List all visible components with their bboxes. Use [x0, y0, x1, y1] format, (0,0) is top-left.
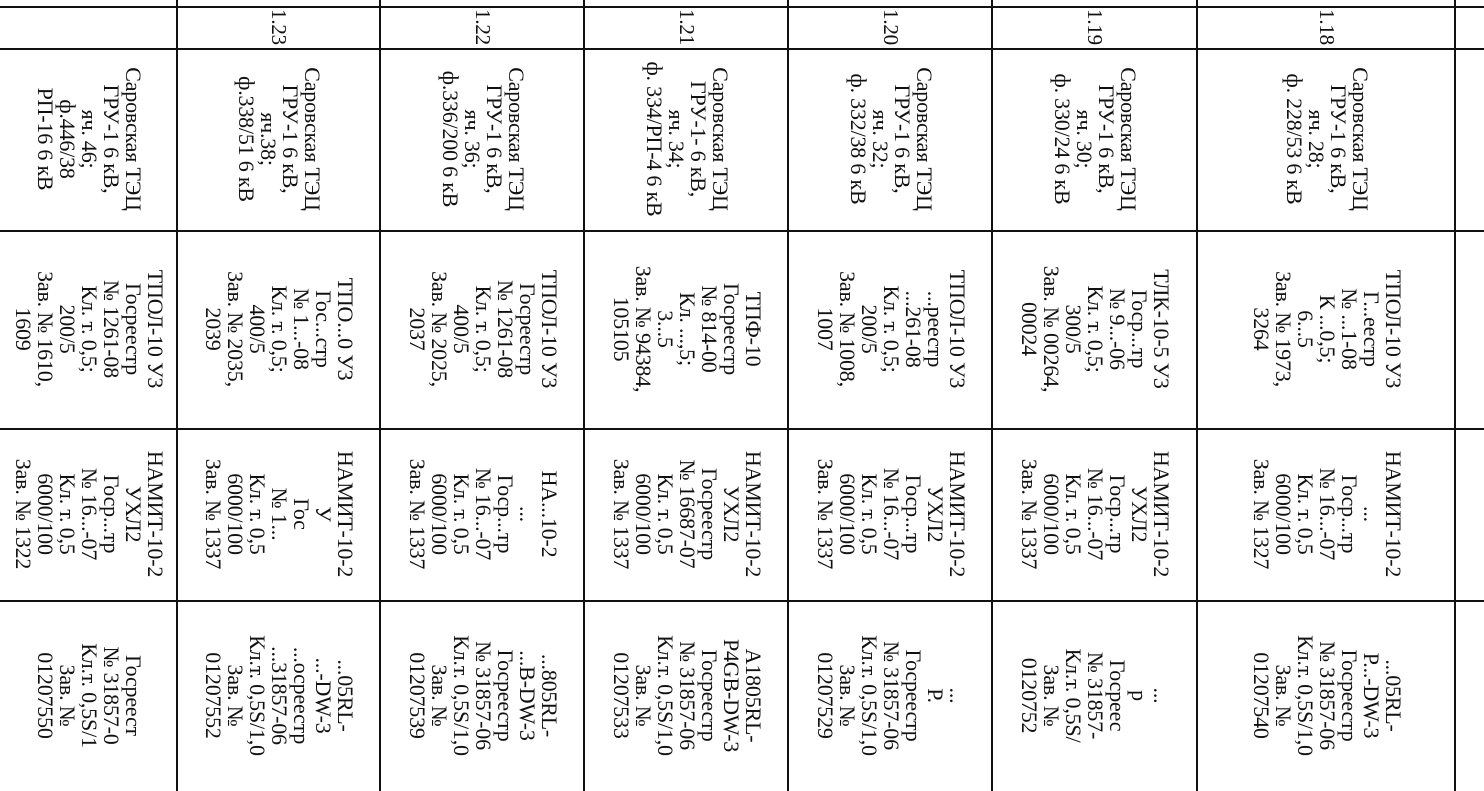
cell-line: Кл. т. 0,5 — [653, 473, 678, 555]
cell-line: яч. 30; — [1072, 109, 1098, 169]
cell-line: 6000/100 — [33, 473, 58, 555]
cell-line: Госр...тр — [1337, 474, 1362, 554]
cell-line: Зав. № 2035, — [223, 271, 249, 387]
column-divider — [0, 600, 1484, 602]
cell-line: У — [311, 506, 337, 522]
cell-line: Зав. № — [835, 664, 860, 727]
cell-line: 105105 — [609, 296, 634, 362]
cell-line: ф. 228/53 6 кВ — [1282, 73, 1307, 205]
cell-line: 01207533 — [609, 652, 634, 739]
cell-line: Госр...тр — [1105, 474, 1131, 554]
cell-vt — [1198, 428, 1456, 600]
cell-line: 6000/100 — [1039, 473, 1065, 555]
cell-line: Зав. № 1337 — [813, 458, 838, 570]
cell-line: Кл. т. 0,5; — [1083, 285, 1109, 373]
cell-vt — [993, 428, 1198, 600]
cell-line: № 16...-07 — [471, 467, 496, 561]
cell-line: № 31857- — [1083, 651, 1109, 740]
cell-line: Зав. № — [1271, 664, 1296, 727]
cell-substation — [178, 48, 381, 230]
cell-substation — [993, 48, 1198, 230]
cell-line: ... — [515, 506, 540, 522]
cell-line: Госреестр — [901, 649, 926, 742]
cell-line: № 16...-07 — [1083, 467, 1109, 561]
cell-line: 6000/100 — [631, 473, 656, 555]
cell-line: 1.19 — [1083, 9, 1108, 45]
row-divider — [991, 0, 993, 791]
cell-ct — [178, 230, 381, 428]
column-divider — [0, 6, 1484, 8]
cell-line: Госреестр — [1337, 649, 1362, 742]
cell-num — [381, 6, 585, 48]
cell-line: Зав. № 2025, — [427, 271, 452, 387]
cell-line: Саровская ТЭЦ — [504, 67, 529, 211]
header-divider — [1454, 0, 1456, 791]
cell-num — [585, 6, 789, 48]
row-divider — [583, 0, 585, 791]
cell-line: 1.18 — [1315, 9, 1339, 45]
cell-line: Госр...тр — [493, 474, 518, 554]
cell-line: ГРУ-1- 6 кВ, — [686, 80, 711, 198]
cell-line: ГРУ-1 6 кВ, — [99, 84, 124, 194]
cell-line: Р. — [923, 688, 948, 703]
table-row — [585, 0, 789, 791]
cell-line: 01207550 — [33, 652, 58, 739]
cell-line: Госреестр — [697, 649, 722, 742]
cell-line: УХЛ2 — [719, 485, 744, 543]
cell-line: ГРУ-1 6 кВ, — [1094, 84, 1120, 194]
cell-line: Кл. т. 0,5 — [1293, 473, 1318, 555]
cell-line: Зав. № 1337 — [201, 458, 227, 570]
cell-line: № 1261-08 — [99, 279, 124, 379]
cell-line: Кл.т. 0,5S/1,0 — [1293, 635, 1318, 756]
cell-line: яч. 28; — [1304, 109, 1329, 169]
cell-line: НА...10-2 — [537, 470, 562, 558]
cell-line: ...реестр — [923, 290, 948, 368]
cell-line: 0120752 — [1017, 657, 1043, 734]
cell-num — [178, 6, 381, 48]
cell-line: P4GB-DW-3 — [719, 638, 744, 753]
cell-line: Госреестр — [719, 282, 744, 376]
cell-line: ГРУ-1 6 кВ, — [890, 84, 915, 194]
column-number-3 — [1456, 230, 1484, 428]
cell-vt — [585, 428, 789, 600]
cell-num — [993, 6, 1198, 48]
cell-line: А1805RL- — [741, 648, 766, 743]
cell-line: РП-16 6 кВ — [33, 87, 58, 191]
row-divider — [1196, 0, 1198, 791]
cell-line: Кл. т. 0,5; — [879, 285, 904, 373]
cell-line: НАМИТ-10-2 — [143, 450, 168, 578]
cell-line: № 31857-0 — [99, 646, 124, 745]
cell-line: ГРУ-1 6 кВ, — [482, 84, 507, 194]
cell-line: Госреестр — [697, 467, 722, 561]
cell-line: ...-DW-3 — [311, 657, 337, 734]
cell-substation — [1198, 48, 1456, 230]
cell-line: ...осреестр — [289, 646, 315, 745]
cell-line: Зав. № 1337 — [609, 458, 634, 570]
row-divider — [787, 0, 789, 791]
cell-line: 6000/100 — [1271, 473, 1296, 555]
cell-line: Зав. № — [1039, 664, 1065, 727]
cell-vt — [178, 428, 381, 600]
cell-line: яч. 36; — [460, 109, 485, 169]
cell-line: Кл. ...,5; — [675, 292, 700, 366]
cell-ct — [789, 230, 993, 428]
table-row — [0, 0, 178, 791]
cell-line: Гос — [289, 498, 315, 530]
cell-line: Гос...стр — [311, 290, 337, 368]
cell-line: Зав. № 00264, — [1039, 265, 1065, 393]
cell-line: № 1... — [267, 487, 293, 541]
column-divider — [0, 428, 1484, 430]
cell-line: Кл. т. 0,5; — [267, 285, 293, 373]
cell-line: № 16...-07 — [77, 467, 102, 561]
cell-line: ...261-08 — [901, 290, 926, 368]
cell-line: яч.38; — [256, 112, 282, 166]
cell-ct — [381, 230, 585, 428]
cell-line: Кл. т. 0,5 — [857, 473, 882, 555]
table-row — [178, 0, 381, 791]
cell-line: Госреестр — [493, 649, 518, 742]
cell-ct — [1198, 230, 1456, 428]
cell-line: Саровская ТЭЦ — [1348, 67, 1373, 211]
cell-line: Госр...тр — [99, 474, 124, 554]
cell-line: Кл.т. 0,5S/1,0 — [653, 635, 678, 756]
cell-line: 200/5 — [55, 304, 80, 354]
cell-line: 3264 — [1249, 307, 1274, 351]
cell-line: 3...5 — [653, 310, 678, 348]
cell-line: Кл.т. 0,5S/1,0 — [857, 635, 882, 756]
cell-ct — [993, 230, 1198, 428]
column-number-1 — [1456, 6, 1484, 48]
cell-line: Саровская ТЭЦ — [300, 67, 326, 211]
column-divider — [0, 48, 1484, 50]
cell-line: ТПОЛ-10 У3 — [945, 269, 970, 389]
column-divider — [0, 230, 1484, 232]
cell-line: 2037 — [405, 307, 430, 351]
column-number-strip — [1456, 0, 1484, 791]
cell-line: № 31857-06 — [471, 641, 496, 750]
cell-line: ГРУ-1 6 кВ, — [278, 84, 304, 194]
cell-line: 1.22 — [471, 9, 495, 45]
cell-line: Саровская ТЭЦ — [121, 67, 146, 211]
cell-line: Кл.т. 0,5S/ — [1061, 648, 1087, 743]
row-divider — [379, 0, 381, 791]
cell-line: № 814-00 — [697, 285, 722, 373]
cell-line: ... — [945, 687, 970, 704]
row-divider — [176, 0, 178, 791]
cell-line: 200/5 — [857, 304, 882, 354]
cell-line: ...05RL- — [333, 659, 359, 732]
cell-line: Кл. т. 0,5 — [449, 473, 474, 555]
cell-line: Кл. т. 0,5; — [471, 285, 496, 373]
cell-meter — [993, 600, 1198, 791]
cell-line: Зав. № — [427, 664, 452, 727]
cell-line: Госреест — [121, 655, 146, 736]
cell-num — [1198, 6, 1456, 48]
cell-line: 6...5 — [1293, 310, 1318, 348]
cell-line: ТПФ-10 — [741, 291, 766, 367]
cell-line: № 16687-07 — [675, 459, 700, 569]
cell-line: Кл. т. 0,5 — [55, 473, 80, 555]
cell-line: Зав. № 1337 — [1017, 458, 1043, 570]
cell-line: Кл.т. 0,5S/1,0 — [449, 635, 474, 756]
cell-line: Зав. № 1973, — [1271, 271, 1296, 387]
cell-line: УХЛ2 — [121, 485, 146, 543]
cell-line: НАМИТ-10-2 — [945, 450, 970, 578]
cell-line: яч. 32; — [868, 109, 893, 169]
cell-vt — [789, 428, 993, 600]
cell-line: ТПО...0 У3 — [333, 277, 359, 381]
cell-line: 01207539 — [405, 652, 430, 739]
cell-meter — [789, 600, 993, 791]
cell-line: 300/5 — [1061, 304, 1087, 354]
cell-line: Кл.т. 0,5S/1 — [77, 643, 102, 748]
cell-line: Зав. № 1008, — [835, 271, 860, 387]
cell-meter — [0, 600, 178, 791]
cell-line: 6000/100 — [427, 473, 452, 555]
cell-line: 01207552 — [201, 652, 227, 739]
cell-meter — [178, 600, 381, 791]
cell-line: Зав. № 1322 — [11, 458, 36, 570]
cell-substation — [0, 48, 178, 230]
cell-line: ТПОЛ-10 У3 — [1381, 269, 1406, 389]
cell-line: 6000/100 — [835, 473, 860, 555]
cell-line: Зав. № — [223, 664, 249, 727]
cell-line: ... — [1359, 506, 1384, 522]
cell-line: р — [1127, 690, 1153, 701]
cell-line: Зав. № — [631, 664, 656, 727]
cell-line: 1.21 — [675, 9, 699, 45]
cell-line: 400/5 — [449, 304, 474, 354]
cell-meter — [381, 600, 585, 791]
cell-line: № 31857-06 — [675, 641, 700, 750]
table-row — [1198, 0, 1456, 791]
cell-line: Кл.т. 0,5S/1,0 — [245, 635, 271, 756]
cell-substation — [585, 48, 789, 230]
cell-line: 1.20 — [879, 9, 903, 45]
cell-meter — [1198, 600, 1456, 791]
cell-line: УХЛ2 — [923, 485, 948, 543]
cell-line: № 16...-07 — [1315, 467, 1340, 561]
cell-line: Госреестр — [515, 282, 540, 376]
cell-line: № 1261-08 — [493, 279, 518, 379]
cell-line: НАМИТ-10-2 — [1381, 450, 1406, 578]
cell-line: яч. 46; — [77, 109, 102, 169]
cell-line: УХЛ2 — [1127, 485, 1153, 543]
cell-line: Госреес — [1105, 659, 1131, 732]
cell-line: № 31857-06 — [1315, 641, 1340, 750]
table-row — [789, 0, 993, 791]
column-number-2 — [1456, 48, 1484, 230]
cell-line: Госр...тр — [901, 474, 926, 554]
cell-line: № 16...-07 — [879, 467, 904, 561]
cell-line: 6000/100 — [223, 473, 249, 555]
column-number-5 — [1456, 600, 1484, 791]
cell-ct — [585, 230, 789, 428]
cell-line: № ...1-08 — [1337, 288, 1362, 370]
cell-meter — [585, 600, 789, 791]
cell-line: 01207540 — [1249, 652, 1274, 739]
cell-line: Г...еестр — [1359, 291, 1384, 367]
table-row — [993, 0, 1198, 791]
cell-line: Госреестр — [121, 282, 146, 376]
cell-line: ТПОЛ-10 У3 — [143, 269, 168, 389]
cell-vt — [381, 428, 585, 600]
cell-line: ...В-DW-3 — [515, 650, 540, 741]
cell-line: Зав. № 94384, — [631, 265, 656, 393]
cell-line: Зав. № — [55, 664, 80, 727]
cell-line: ф. 332/38 6 кВ — [846, 73, 871, 205]
cell-line: ...805RL- — [537, 653, 562, 738]
cell-line: ф. 334/РП-4 6 кВ — [642, 61, 667, 217]
table-row — [381, 0, 585, 791]
cell-line: № 9...-06 — [1105, 288, 1131, 370]
cell-substation — [381, 48, 585, 230]
cell-line: ф.446/38 — [55, 99, 80, 179]
cell-line: № 31857-06 — [879, 641, 904, 750]
cell-line: Саровская ТЭЦ — [1116, 67, 1142, 211]
cell-line: Госр...тр — [1127, 289, 1153, 369]
cell-line: НАМИТ-10-2 — [333, 450, 359, 578]
cell-line: 01207529 — [813, 652, 838, 739]
cell-line: 1007 — [813, 307, 838, 351]
cell-line: ф. 330/24 6 кВ — [1050, 73, 1076, 205]
cell-line: ...05RL- — [1381, 659, 1406, 732]
cell-line: 1609 — [11, 307, 36, 351]
cell-line: 00024 — [1017, 301, 1043, 356]
cell-line: 400/5 — [245, 304, 271, 354]
cell-line: ГРУ-1 6 кВ, — [1326, 84, 1351, 194]
cell-line: ф.336/200 6 кВ — [438, 70, 463, 208]
cell-ct — [0, 230, 178, 428]
cell-line: яч. 34; — [664, 109, 689, 169]
cell-line: Зав. № 1327 — [1249, 458, 1274, 570]
cell-line: ...31857-06 — [267, 646, 293, 745]
cell-line: Саровская ТЭЦ — [708, 67, 733, 211]
cell-line: НАМИТ-10-2 — [1149, 450, 1175, 578]
cell-line: ТПОЛ-10 У3 — [537, 269, 562, 389]
cell-line: Зав. № 1610, — [33, 271, 58, 387]
cell-vt — [0, 428, 178, 600]
cell-line: 2039 — [201, 307, 227, 351]
cell-line: К ...0,5; — [1315, 294, 1340, 364]
cell-substation — [789, 48, 993, 230]
cell-line: 1.23 — [267, 9, 292, 45]
cell-line: ф.338/51 6 кВ — [234, 76, 260, 202]
cell-line: Саровская ТЭЦ — [912, 67, 937, 211]
cell-line: № 1...-08 — [289, 288, 315, 370]
cell-line: P...-DW-3 — [1359, 652, 1384, 739]
cell-line: Кл. т. 0,5 — [1061, 473, 1087, 555]
cell-num — [789, 6, 993, 48]
cell-line: ТЛК-10-5 У3 — [1149, 269, 1175, 389]
cell-line: Зав. № 1337 — [405, 458, 430, 570]
cell-line: Кл. т. 0,5 — [245, 473, 271, 555]
cell-line: Кл. т. 0,5; — [77, 285, 102, 373]
cell-line: НАМИТ-10-2 — [741, 450, 766, 578]
cell-num — [0, 6, 178, 48]
cell-line: ... — [1149, 687, 1175, 704]
